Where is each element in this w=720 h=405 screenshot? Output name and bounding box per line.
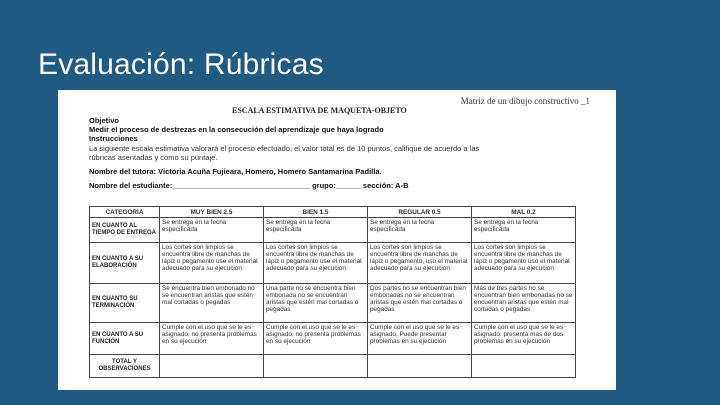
table-cell: Cumple con el uso que se le es asignado, no presenta problemas en su ejecución bbox=[160, 323, 264, 355]
row-category: EN CUANTO SU TERMINACIÓN bbox=[90, 284, 160, 323]
instructions-line-1: La siguiente escala estimativa valorará el proceso efectuado, el valor total es de 10 puntos, califique de acuerdo a las bbox=[89, 143, 480, 153]
rubric-document bbox=[58, 90, 616, 390]
tutor-name-line: Nombre del tutora: Victoria Acuña Fujieara, Homero, Homero Santamarina Padilla. bbox=[89, 167, 382, 177]
table-cell bbox=[472, 355, 576, 378]
student-name-line: Nombre del estudiante:_________________________________ grupo:______ sección: A-B bbox=[89, 181, 409, 191]
table-cell bbox=[368, 355, 472, 378]
table-row bbox=[90, 243, 576, 284]
rubric-header-row bbox=[90, 207, 576, 218]
objective-label: Objetivo bbox=[89, 116, 120, 125]
document-corner-note: Matriz de un dibujo constructivo _1 bbox=[460, 96, 590, 106]
header-muy-bien: MUY BIEN 2.5 bbox=[160, 207, 264, 218]
table-cell: Más de tres partes no se encuentran bien embonadas no se encuentran aristas que estén mal cortadas o pegadas bbox=[472, 284, 576, 323]
row-category: EN CUANTO A SU ELABORACIÓN bbox=[90, 243, 160, 284]
table-cell: Se encuentra bien embonado no se encuentran aristas que estén mal cortadas o pegadas bbox=[160, 284, 264, 323]
table-cell: Cumple con el uso que se le es asignado. Puede presentar problemas en su ejecución bbox=[368, 323, 472, 355]
instructions-line-2: rúbricas asentadas y como su puntaje. bbox=[89, 152, 218, 162]
row-category: EN CUANTO AL TIEMPO DE ENTREGA bbox=[90, 218, 160, 243]
table-row bbox=[90, 323, 576, 355]
table-cell: Se entrega en la fecha especificada bbox=[264, 218, 368, 243]
table-cell: Los cortes son limpios se encuentra libre de manchas de lápiz o pegamento, uso el material adecuado para su ejecución bbox=[368, 243, 472, 284]
table-cell: Una parte no se encuentra bien embonada no se encuentran aristas que estén mal cortadas o pegadas bbox=[264, 284, 368, 323]
table-cell bbox=[160, 355, 264, 378]
instructions-label: Instrucciones bbox=[89, 134, 138, 144]
row-category: TOTAL Y OBSERVACIONES bbox=[90, 355, 160, 378]
table-cell bbox=[264, 355, 368, 378]
header-bien: BIEN 1.5 bbox=[264, 207, 368, 218]
rubric-table bbox=[89, 206, 576, 378]
objective-text: Medir el proceso de destrezas en la consecución del aprendizaje que haya logrado bbox=[89, 125, 384, 135]
table-cell: Se entrega en la fecha especificada bbox=[368, 218, 472, 243]
table-cell: Los cortes son limpios se encuentra libre de manchas de lápiz o pegamento uso el material adecuado para su ejecución bbox=[472, 243, 576, 284]
header-regular: REGULAR 0.5 bbox=[368, 207, 472, 218]
slide-title: Evaluación: Rúbricas bbox=[38, 48, 324, 81]
table-cell: Los cortes son limpios se encuentra libre de manchas de lápiz o pegamento use el material adecuado para su ejecución bbox=[264, 243, 368, 284]
header-mal: MAL 0.2 bbox=[472, 207, 576, 218]
table-cell: Los cortes son limpios se encuentra libre de manchas de lápiz o pegamento use el material adecuado para su ejecución bbox=[160, 243, 264, 284]
document-heading: ESCALA ESTIMATIVA DE MAQUETA-OBJETO bbox=[232, 106, 407, 115]
table-cell: Se entrega en la fecha especificada bbox=[160, 218, 264, 243]
row-category: EN CUANTO A SU FUNCIÓN bbox=[90, 323, 160, 355]
table-cell: Cumple con el uso que se le es asignado, presenta más de dos problemas en su ejecución bbox=[472, 323, 576, 355]
document-body bbox=[89, 116, 589, 190]
table-cell: Dos partes no se encuentran bien embonadas no se encuentran aristas que estén mal cortadas o pegadas bbox=[368, 284, 472, 323]
table-cell: Cumple con el uso que se le es asignado, no presenta problemas en su ejecución bbox=[264, 323, 368, 355]
table-cell: Se entrega en la fecha especificada bbox=[472, 218, 576, 243]
table-row bbox=[90, 284, 576, 323]
table-row bbox=[90, 355, 576, 378]
header-category: CATEGORIA bbox=[90, 207, 160, 218]
table-row bbox=[90, 218, 576, 243]
